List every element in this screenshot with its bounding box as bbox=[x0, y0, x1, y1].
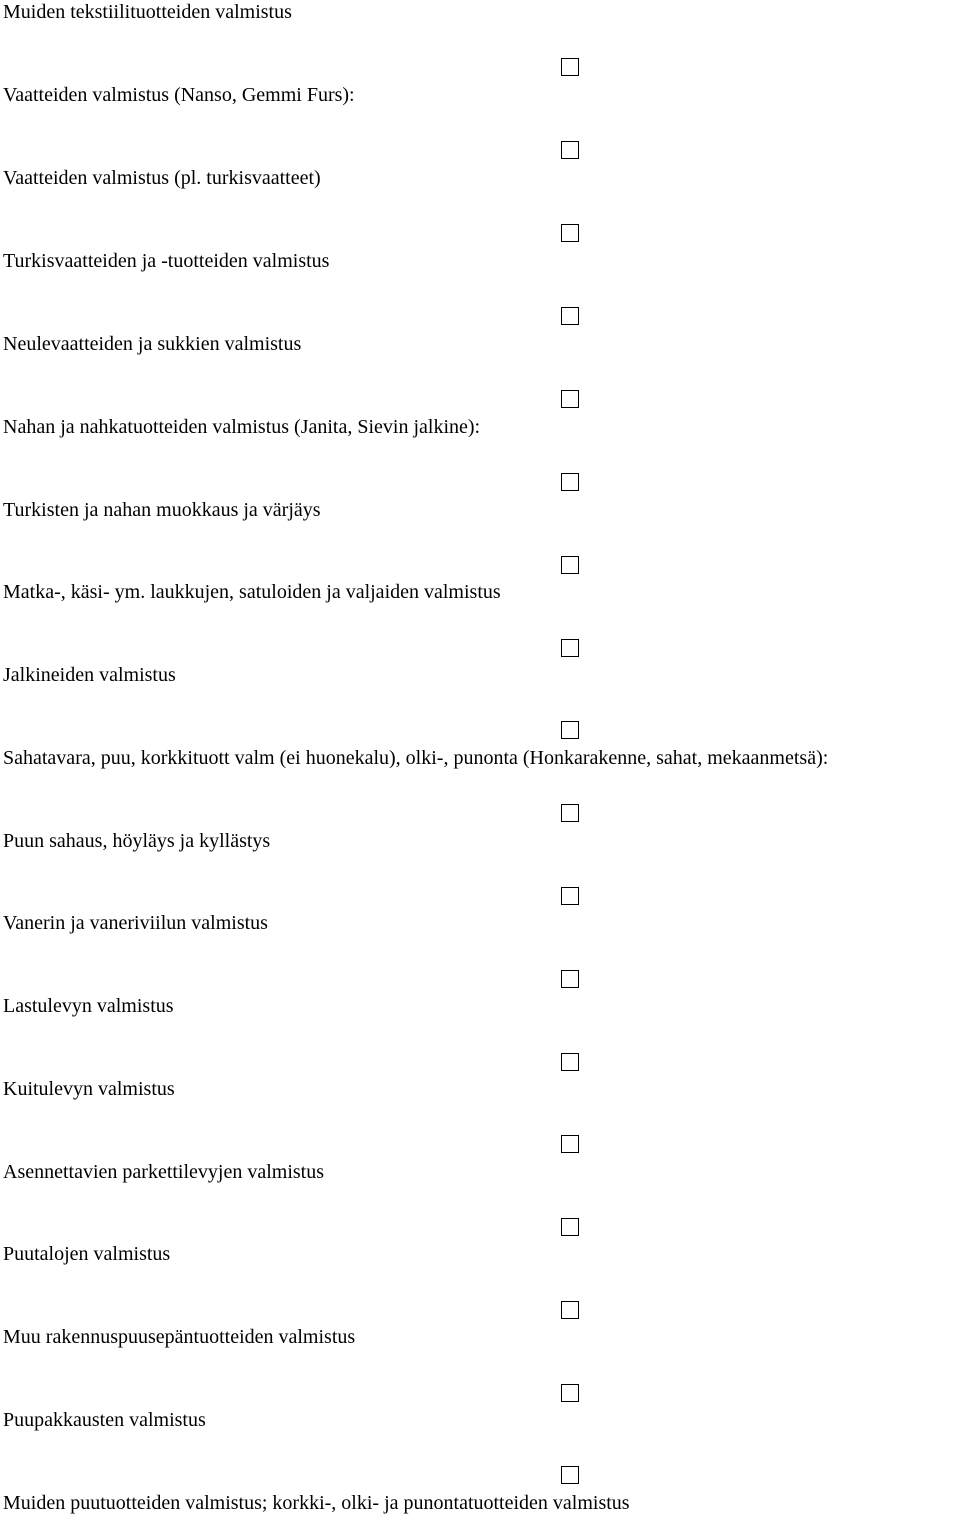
checkbox-parquet[interactable] bbox=[561, 1218, 579, 1236]
item-label-wooden-houses: Puutalojen valmistus bbox=[3, 1243, 171, 1265]
checkbox-bags-saddlery[interactable] bbox=[561, 639, 579, 657]
item-label-footwear: Jalkineiden valmistus bbox=[3, 664, 176, 686]
item-label-knitwear: Neulevaatteiden ja sukkien valmistus bbox=[3, 333, 302, 355]
checkbox-sawmilling[interactable] bbox=[561, 887, 579, 905]
checkbox-fur-clothing[interactable] bbox=[561, 307, 579, 325]
item-label-carpentry: Muu rakennuspuusepäntuotteiden valmistus bbox=[3, 1326, 356, 1348]
checkbox-leather[interactable] bbox=[561, 473, 579, 491]
item-label-clothing-nanso: Vaatteiden valmistus (Nanso, Gemmi Furs): bbox=[3, 84, 355, 106]
item-label-fur-tanning: Turkisten ja nahan muokkaus ja värjäys bbox=[3, 499, 321, 521]
checkbox-clothing-excl-fur[interactable] bbox=[561, 224, 579, 242]
checkbox-fur-tanning[interactable] bbox=[561, 556, 579, 574]
item-label-particleboard: Lastulevyn valmistus bbox=[3, 995, 174, 1017]
checkbox-wooden-houses[interactable] bbox=[561, 1301, 579, 1319]
item-label-wood-products: Sahatavara, puu, korkkituott valm (ei huonekalu), olki-, punonta (Honkarakenne, sahat, mekaanmetsä): bbox=[3, 747, 829, 769]
checkbox-textile-other[interactable] bbox=[561, 58, 579, 76]
item-label-other-wood: Muiden puutuotteiden valmistus; korkki-, olki- ja punontatuotteiden valmistus bbox=[3, 1492, 630, 1514]
checkbox-wooden-packaging[interactable] bbox=[561, 1466, 579, 1484]
checkbox-carpentry[interactable] bbox=[561, 1384, 579, 1402]
checkbox-wood-products[interactable] bbox=[561, 804, 579, 822]
checkbox-clothing-nanso[interactable] bbox=[561, 141, 579, 159]
item-label-clothing-excl-fur: Vaatteiden valmistus (pl. turkisvaatteet) bbox=[3, 167, 321, 189]
checkbox-particleboard[interactable] bbox=[561, 1053, 579, 1071]
item-label-leather: Nahan ja nahkatuotteiden valmistus (Janita, Sievin jalkine): bbox=[3, 416, 481, 438]
checkbox-plywood[interactable] bbox=[561, 970, 579, 988]
item-label-bags-saddlery: Matka-, käsi- ym. laukkujen, satuloiden ja valjaiden valmistus bbox=[3, 581, 501, 603]
item-label-fibreboard: Kuitulevyn valmistus bbox=[3, 1078, 175, 1100]
checkbox-footwear[interactable] bbox=[561, 721, 579, 739]
item-label-plywood: Vanerin ja vaneriviilun valmistus bbox=[3, 912, 268, 934]
item-label-fur-clothing: Turkisvaatteiden ja -tuotteiden valmistus bbox=[3, 250, 330, 272]
item-label-sawmilling: Puun sahaus, höyläys ja kyllästys bbox=[3, 830, 271, 852]
checkbox-fibreboard[interactable] bbox=[561, 1135, 579, 1153]
item-label-textile-other: Muiden tekstiilituotteiden valmistus bbox=[3, 1, 292, 23]
checkbox-knitwear[interactable] bbox=[561, 390, 579, 408]
item-label-parquet: Asennettavien parkettilevyjen valmistus bbox=[3, 1161, 325, 1183]
item-label-wooden-packaging: Puupakkausten valmistus bbox=[3, 1409, 206, 1431]
